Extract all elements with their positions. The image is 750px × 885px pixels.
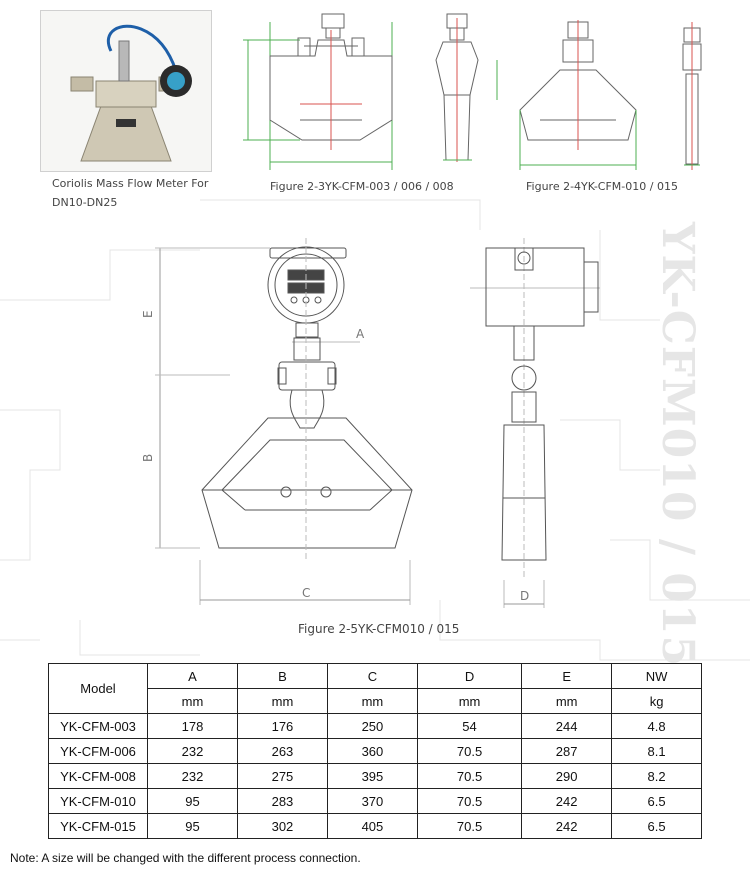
figure-2-4-side-view [683, 22, 701, 170]
table-cell: 370 [327, 789, 417, 814]
table-row [49, 714, 702, 739]
dimension-label-a: A [356, 327, 365, 341]
column-unit: mm [522, 689, 612, 714]
table-cell: 395 [327, 764, 417, 789]
table-cell: 360 [327, 739, 417, 764]
footnote: Note: A size will be changed with the different process connection. [10, 851, 361, 865]
table-row [49, 789, 702, 814]
figure-2-5-front-view [155, 238, 412, 605]
table-header-row [49, 664, 702, 689]
row-model: YK-CFM-010 [49, 789, 148, 814]
table-cell: 8.2 [612, 764, 702, 789]
table-row [49, 739, 702, 764]
table-cell: 302 [237, 814, 327, 839]
row-model: YK-CFM-008 [49, 764, 148, 789]
table-row [49, 814, 702, 839]
table-cell: 244 [522, 714, 612, 739]
table-cell: 290 [522, 764, 612, 789]
table-row [49, 764, 702, 789]
table-cell: 70.5 [417, 789, 521, 814]
dimension-label-b: B [141, 453, 155, 462]
dimension-label-e: E [141, 310, 155, 318]
column-header: E [522, 664, 612, 689]
table-cell: 54 [417, 714, 521, 739]
dimension-spec-table [48, 663, 702, 839]
photo-caption-line2: DN10-DN25 [52, 196, 118, 209]
column-header: B [237, 664, 327, 689]
column-unit: mm [237, 689, 327, 714]
table-cell: 6.5 [612, 814, 702, 839]
table-cell: 70.5 [417, 814, 521, 839]
table-cell: 250 [327, 714, 417, 739]
figure-2-3-caption: Figure 2-3YK-CFM-003 / 006 / 008 [270, 180, 454, 193]
table-cell: 176 [237, 714, 327, 739]
row-model: YK-CFM-015 [49, 814, 148, 839]
column-header: D [417, 664, 521, 689]
figure-2-4-caption: Figure 2-4YK-CFM-010 / 015 [526, 180, 678, 193]
figure-2-3-side-view [436, 14, 497, 162]
table-cell: 70.5 [417, 764, 521, 789]
table-cell: 95 [148, 789, 238, 814]
table-cell: 275 [237, 764, 327, 789]
dimension-label-c: C [302, 586, 311, 600]
table-cell: 8.1 [612, 739, 702, 764]
column-unit: kg [612, 689, 702, 714]
table-cell: 263 [237, 739, 327, 764]
table-cell: 405 [327, 814, 417, 839]
photo-caption-line1: Coriolis Mass Flow Meter For [52, 177, 209, 190]
table-cell: 4.8 [612, 714, 702, 739]
table-cell: 242 [522, 789, 612, 814]
dimension-label-d: D [520, 589, 530, 603]
column-unit: mm [327, 689, 417, 714]
model-header: Model [49, 664, 148, 714]
column-unit: mm [417, 689, 521, 714]
column-unit: mm [148, 689, 238, 714]
table-cell: 232 [148, 764, 238, 789]
table-cell: 287 [522, 739, 612, 764]
row-model: YK-CFM-006 [49, 739, 148, 764]
table-cell: 70.5 [417, 739, 521, 764]
column-header: C [327, 664, 417, 689]
table-cell: 95 [148, 814, 238, 839]
column-header: NW [612, 664, 702, 689]
figure-2-4-front-view [520, 20, 636, 170]
table-cell: 242 [522, 814, 612, 839]
figure-2-5-caption: Figure 2-5YK-CFM010 / 015 [298, 622, 460, 636]
table-cell: 283 [237, 789, 327, 814]
row-model: YK-CFM-003 [49, 714, 148, 739]
figure-2-3-front-view [243, 14, 392, 170]
watermark-label: YK-CFM010 / 015 [652, 222, 703, 668]
table-cell: 232 [148, 739, 238, 764]
column-header: A [148, 664, 238, 689]
figure-2-5-side-view [470, 238, 600, 608]
table-cell: 178 [148, 714, 238, 739]
table-cell: 6.5 [612, 789, 702, 814]
